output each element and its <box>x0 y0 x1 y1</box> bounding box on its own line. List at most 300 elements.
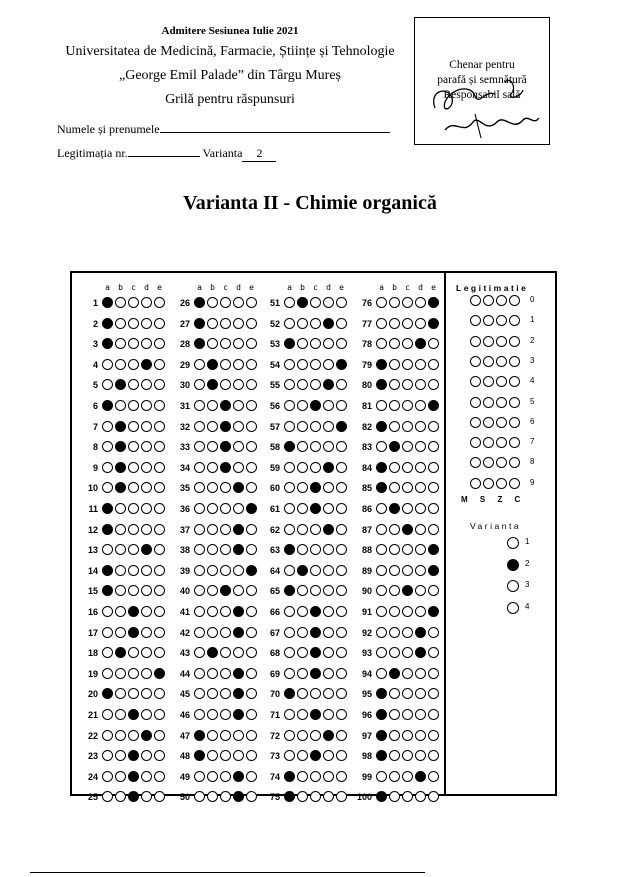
answer-bubble-a[interactable] <box>376 421 387 432</box>
answer-bubble-d[interactable] <box>323 688 334 699</box>
answer-bubble-d[interactable] <box>323 544 334 555</box>
answer-bubble-a[interactable] <box>376 668 387 679</box>
answer-bubble-a[interactable] <box>102 297 113 308</box>
answer-bubble-a[interactable] <box>376 688 387 699</box>
answer-bubble-d[interactable] <box>141 771 152 782</box>
answer-bubble-e[interactable] <box>428 421 439 432</box>
answer-bubble-e[interactable] <box>336 524 347 535</box>
legitimatie-bubble[interactable] <box>483 315 494 326</box>
answer-bubble-e[interactable] <box>428 503 439 514</box>
answer-bubble-e[interactable] <box>336 338 347 349</box>
answer-bubble-a[interactable] <box>102 771 113 782</box>
answer-bubble-b[interactable] <box>207 359 218 370</box>
answer-bubble-d[interactable] <box>233 791 244 802</box>
answer-bubble-b[interactable] <box>297 668 308 679</box>
answer-bubble-d[interactable] <box>233 297 244 308</box>
answer-bubble-c[interactable] <box>310 668 321 679</box>
answer-bubble-b[interactable] <box>297 359 308 370</box>
legitimatie-bubble[interactable] <box>483 295 494 306</box>
answer-bubble-b[interactable] <box>297 606 308 617</box>
answer-bubble-b[interactable] <box>389 627 400 638</box>
answer-bubble-b[interactable] <box>115 544 126 555</box>
answer-bubble-c[interactable] <box>402 379 413 390</box>
answer-bubble-b[interactable] <box>207 318 218 329</box>
answer-bubble-d[interactable] <box>233 750 244 761</box>
answer-bubble-e[interactable] <box>428 318 439 329</box>
legitimatie-bubble[interactable] <box>470 437 481 448</box>
answer-bubble-c[interactable] <box>220 338 231 349</box>
answer-bubble-a[interactable] <box>284 750 295 761</box>
answer-bubble-b[interactable] <box>389 544 400 555</box>
answer-bubble-d[interactable] <box>233 585 244 596</box>
answer-bubble-c[interactable] <box>402 627 413 638</box>
answer-bubble-c[interactable] <box>128 379 139 390</box>
answer-bubble-c[interactable] <box>128 297 139 308</box>
answer-bubble-c[interactable] <box>220 359 231 370</box>
answer-bubble-c[interactable] <box>310 359 321 370</box>
legitimatie-bubble[interactable] <box>483 457 494 468</box>
answer-bubble-e[interactable] <box>428 791 439 802</box>
answer-bubble-a[interactable] <box>284 668 295 679</box>
answer-bubble-d[interactable] <box>141 297 152 308</box>
answer-bubble-a[interactable] <box>376 524 387 535</box>
answer-bubble-a[interactable] <box>102 421 113 432</box>
legitimatie-bubble[interactable] <box>509 417 520 428</box>
answer-bubble-c[interactable] <box>402 791 413 802</box>
answer-bubble-a[interactable] <box>376 565 387 576</box>
answer-bubble-e[interactable] <box>154 647 165 658</box>
answer-bubble-d[interactable] <box>415 462 426 473</box>
legitimatie-bubble[interactable] <box>470 478 481 489</box>
answer-bubble-d[interactable] <box>323 771 334 782</box>
answer-bubble-d[interactable] <box>233 544 244 555</box>
id-field[interactable] <box>128 156 200 157</box>
answer-bubble-b[interactable] <box>389 585 400 596</box>
answer-bubble-c[interactable] <box>220 318 231 329</box>
answer-bubble-c[interactable] <box>128 791 139 802</box>
answer-bubble-b[interactable] <box>389 338 400 349</box>
answer-bubble-c[interactable] <box>128 318 139 329</box>
answer-bubble-c[interactable] <box>220 668 231 679</box>
answer-bubble-b[interactable] <box>389 421 400 432</box>
answer-bubble-e[interactable] <box>428 379 439 390</box>
answer-bubble-c[interactable] <box>220 565 231 576</box>
answer-bubble-e[interactable] <box>154 730 165 741</box>
answer-bubble-d[interactable] <box>141 791 152 802</box>
answer-bubble-b[interactable] <box>297 503 308 514</box>
answer-bubble-d[interactable] <box>141 750 152 761</box>
answer-bubble-b[interactable] <box>115 297 126 308</box>
legitimatie-bubble[interactable] <box>483 356 494 367</box>
answer-bubble-b[interactable] <box>389 668 400 679</box>
answer-bubble-d[interactable] <box>141 359 152 370</box>
answer-bubble-c[interactable] <box>128 482 139 493</box>
answer-bubble-d[interactable] <box>141 606 152 617</box>
answer-bubble-b[interactable] <box>389 524 400 535</box>
answer-bubble-a[interactable] <box>102 318 113 329</box>
answer-bubble-c[interactable] <box>402 462 413 473</box>
answer-bubble-d[interactable] <box>141 462 152 473</box>
answer-bubble-e[interactable] <box>428 524 439 535</box>
answer-bubble-b[interactable] <box>207 379 218 390</box>
legitimatie-bubble[interactable] <box>496 356 507 367</box>
answer-bubble-e[interactable] <box>154 750 165 761</box>
answer-bubble-a[interactable] <box>194 771 205 782</box>
answer-bubble-b[interactable] <box>389 606 400 617</box>
answer-bubble-b[interactable] <box>115 482 126 493</box>
answer-bubble-d[interactable] <box>415 668 426 679</box>
answer-bubble-a[interactable] <box>284 730 295 741</box>
answer-bubble-a[interactable] <box>102 338 113 349</box>
answer-bubble-c[interactable] <box>310 771 321 782</box>
varianta-bubble[interactable] <box>507 559 519 571</box>
answer-bubble-a[interactable] <box>194 441 205 452</box>
answer-bubble-c[interactable] <box>402 771 413 782</box>
answer-bubble-e[interactable] <box>246 421 257 432</box>
answer-bubble-a[interactable] <box>102 544 113 555</box>
answer-bubble-b[interactable] <box>297 709 308 720</box>
answer-bubble-c[interactable] <box>310 544 321 555</box>
answer-bubble-c[interactable] <box>402 524 413 535</box>
answer-bubble-c[interactable] <box>402 668 413 679</box>
answer-bubble-c[interactable] <box>220 400 231 411</box>
answer-bubble-b[interactable] <box>207 503 218 514</box>
answer-bubble-e[interactable] <box>154 771 165 782</box>
answer-bubble-a[interactable] <box>102 709 113 720</box>
answer-bubble-e[interactable] <box>154 297 165 308</box>
answer-bubble-e[interactable] <box>154 503 165 514</box>
answer-bubble-b[interactable] <box>297 297 308 308</box>
answer-bubble-d[interactable] <box>415 709 426 720</box>
answer-bubble-e[interactable] <box>246 627 257 638</box>
answer-bubble-c[interactable] <box>220 524 231 535</box>
legitimatie-bubble[interactable] <box>496 397 507 408</box>
answer-bubble-a[interactable] <box>284 338 295 349</box>
answer-bubble-e[interactable] <box>428 750 439 761</box>
answer-bubble-c[interactable] <box>128 524 139 535</box>
answer-bubble-a[interactable] <box>194 709 205 720</box>
answer-bubble-c[interactable] <box>310 647 321 658</box>
answer-bubble-a[interactable] <box>102 647 113 658</box>
answer-bubble-b[interactable] <box>115 668 126 679</box>
answer-bubble-d[interactable] <box>323 668 334 679</box>
answer-bubble-d[interactable] <box>141 400 152 411</box>
answer-bubble-a[interactable] <box>376 400 387 411</box>
answer-bubble-b[interactable] <box>297 791 308 802</box>
legitimatie-bubble[interactable] <box>470 457 481 468</box>
legitimatie-bubble[interactable] <box>496 478 507 489</box>
answer-bubble-b[interactable] <box>389 503 400 514</box>
answer-bubble-e[interactable] <box>428 585 439 596</box>
answer-bubble-e[interactable] <box>428 647 439 658</box>
answer-bubble-c[interactable] <box>128 359 139 370</box>
answer-bubble-d[interactable] <box>233 441 244 452</box>
answer-bubble-c[interactable] <box>310 318 321 329</box>
answer-bubble-c[interactable] <box>128 544 139 555</box>
answer-bubble-e[interactable] <box>246 482 257 493</box>
answer-bubble-c[interactable] <box>402 421 413 432</box>
answer-bubble-a[interactable] <box>376 627 387 638</box>
answer-bubble-b[interactable] <box>297 730 308 741</box>
answer-bubble-a[interactable] <box>102 462 113 473</box>
answer-bubble-e[interactable] <box>246 606 257 617</box>
answer-bubble-e[interactable] <box>336 647 347 658</box>
answer-bubble-b[interactable] <box>115 359 126 370</box>
answer-bubble-d[interactable] <box>141 524 152 535</box>
legitimatie-bubble[interactable] <box>509 315 520 326</box>
answer-bubble-c[interactable] <box>402 503 413 514</box>
legitimatie-bubble[interactable] <box>483 437 494 448</box>
answer-bubble-b[interactable] <box>207 791 218 802</box>
answer-bubble-a[interactable] <box>376 791 387 802</box>
answer-bubble-b[interactable] <box>115 688 126 699</box>
answer-bubble-a[interactable] <box>376 441 387 452</box>
answer-bubble-c[interactable] <box>128 627 139 638</box>
answer-bubble-e[interactable] <box>428 400 439 411</box>
answer-bubble-b[interactable] <box>207 524 218 535</box>
answer-bubble-e[interactable] <box>428 627 439 638</box>
answer-bubble-b[interactable] <box>389 771 400 782</box>
answer-bubble-d[interactable] <box>415 606 426 617</box>
answer-bubble-b[interactable] <box>207 544 218 555</box>
answer-bubble-d[interactable] <box>323 750 334 761</box>
answer-bubble-a[interactable] <box>102 606 113 617</box>
answer-bubble-c[interactable] <box>402 585 413 596</box>
answer-bubble-b[interactable] <box>115 421 126 432</box>
answer-bubble-c[interactable] <box>128 421 139 432</box>
answer-bubble-a[interactable] <box>376 730 387 741</box>
answer-bubble-c[interactable] <box>310 379 321 390</box>
answer-bubble-a[interactable] <box>102 441 113 452</box>
answer-bubble-c[interactable] <box>310 750 321 761</box>
answer-bubble-d[interactable] <box>141 421 152 432</box>
answer-bubble-e[interactable] <box>336 791 347 802</box>
answer-bubble-a[interactable] <box>194 524 205 535</box>
answer-bubble-c[interactable] <box>402 544 413 555</box>
answer-bubble-c[interactable] <box>128 585 139 596</box>
answer-bubble-a[interactable] <box>194 688 205 699</box>
answer-bubble-a[interactable] <box>284 688 295 699</box>
answer-bubble-c[interactable] <box>310 338 321 349</box>
answer-bubble-c[interactable] <box>402 565 413 576</box>
answer-bubble-e[interactable] <box>154 338 165 349</box>
answer-bubble-d[interactable] <box>233 647 244 658</box>
answer-bubble-a[interactable] <box>194 585 205 596</box>
answer-bubble-e[interactable] <box>336 606 347 617</box>
answer-bubble-a[interactable] <box>194 544 205 555</box>
answer-bubble-e[interactable] <box>154 791 165 802</box>
answer-bubble-d[interactable] <box>141 544 152 555</box>
answer-bubble-b[interactable] <box>115 524 126 535</box>
answer-bubble-e[interactable] <box>246 503 257 514</box>
answer-bubble-d[interactable] <box>415 771 426 782</box>
answer-bubble-d[interactable] <box>323 379 334 390</box>
answer-bubble-d[interactable] <box>415 297 426 308</box>
answer-bubble-a[interactable] <box>376 544 387 555</box>
answer-bubble-e[interactable] <box>246 647 257 658</box>
answer-bubble-c[interactable] <box>310 400 321 411</box>
answer-bubble-b[interactable] <box>207 565 218 576</box>
answer-bubble-c[interactable] <box>402 441 413 452</box>
answer-bubble-e[interactable] <box>336 709 347 720</box>
answer-bubble-a[interactable] <box>194 297 205 308</box>
answer-bubble-b[interactable] <box>389 441 400 452</box>
answer-bubble-a[interactable] <box>284 359 295 370</box>
answer-bubble-a[interactable] <box>284 441 295 452</box>
answer-bubble-b[interactable] <box>115 585 126 596</box>
answer-bubble-d[interactable] <box>233 771 244 782</box>
answer-bubble-b[interactable] <box>207 482 218 493</box>
answer-bubble-d[interactable] <box>141 379 152 390</box>
answer-bubble-b[interactable] <box>207 462 218 473</box>
answer-bubble-e[interactable] <box>336 688 347 699</box>
answer-bubble-e[interactable] <box>336 441 347 452</box>
answer-bubble-c[interactable] <box>220 544 231 555</box>
legitimatie-bubble[interactable] <box>509 478 520 489</box>
legitimatie-bubble[interactable] <box>483 417 494 428</box>
answer-bubble-b[interactable] <box>297 688 308 699</box>
answer-bubble-d[interactable] <box>415 441 426 452</box>
answer-bubble-e[interactable] <box>246 668 257 679</box>
answer-bubble-a[interactable] <box>376 750 387 761</box>
answer-bubble-c[interactable] <box>220 647 231 658</box>
answer-bubble-a[interactable] <box>376 606 387 617</box>
answer-bubble-e[interactable] <box>246 441 257 452</box>
answer-bubble-a[interactable] <box>284 421 295 432</box>
answer-bubble-c[interactable] <box>310 585 321 596</box>
answer-bubble-b[interactable] <box>207 606 218 617</box>
answer-bubble-a[interactable] <box>102 565 113 576</box>
answer-bubble-a[interactable] <box>284 544 295 555</box>
answer-bubble-d[interactable] <box>233 668 244 679</box>
answer-bubble-b[interactable] <box>389 318 400 329</box>
varianta-bubble[interactable] <box>507 602 519 614</box>
answer-bubble-c[interactable] <box>402 482 413 493</box>
answer-bubble-b[interactable] <box>297 318 308 329</box>
answer-bubble-a[interactable] <box>376 359 387 370</box>
answer-bubble-c[interactable] <box>310 482 321 493</box>
answer-bubble-e[interactable] <box>428 771 439 782</box>
answer-bubble-e[interactable] <box>154 606 165 617</box>
answer-bubble-b[interactable] <box>207 400 218 411</box>
answer-bubble-a[interactable] <box>284 647 295 658</box>
answer-bubble-d[interactable] <box>141 503 152 514</box>
answer-bubble-d[interactable] <box>141 482 152 493</box>
legitimatie-bubble[interactable] <box>470 336 481 347</box>
legitimatie-bubble[interactable] <box>496 417 507 428</box>
answer-bubble-b[interactable] <box>115 441 126 452</box>
answer-bubble-c[interactable] <box>128 730 139 741</box>
answer-bubble-c[interactable] <box>402 709 413 720</box>
answer-bubble-b[interactable] <box>115 606 126 617</box>
answer-bubble-e[interactable] <box>246 585 257 596</box>
answer-bubble-a[interactable] <box>102 668 113 679</box>
answer-bubble-e[interactable] <box>154 709 165 720</box>
answer-bubble-e[interactable] <box>246 791 257 802</box>
answer-bubble-e[interactable] <box>428 359 439 370</box>
answer-bubble-a[interactable] <box>194 627 205 638</box>
answer-bubble-d[interactable] <box>141 730 152 741</box>
answer-bubble-e[interactable] <box>246 750 257 761</box>
answer-bubble-c[interactable] <box>402 338 413 349</box>
answer-bubble-e[interactable] <box>154 421 165 432</box>
legitimatie-bubble[interactable] <box>470 417 481 428</box>
answer-bubble-c[interactable] <box>220 627 231 638</box>
answer-bubble-a[interactable] <box>194 791 205 802</box>
answer-bubble-e[interactable] <box>246 709 257 720</box>
answer-bubble-a[interactable] <box>284 318 295 329</box>
answer-bubble-e[interactable] <box>428 338 439 349</box>
answer-bubble-a[interactable] <box>376 318 387 329</box>
answer-bubble-a[interactable] <box>284 462 295 473</box>
answer-bubble-a[interactable] <box>284 585 295 596</box>
answer-bubble-b[interactable] <box>297 565 308 576</box>
answer-bubble-b[interactable] <box>389 565 400 576</box>
answer-bubble-d[interactable] <box>233 688 244 699</box>
answer-bubble-e[interactable] <box>336 318 347 329</box>
answer-bubble-d[interactable] <box>415 400 426 411</box>
answer-bubble-b[interactable] <box>389 791 400 802</box>
answer-bubble-c[interactable] <box>220 462 231 473</box>
answer-bubble-c[interactable] <box>128 647 139 658</box>
answer-bubble-d[interactable] <box>323 647 334 658</box>
answer-bubble-b[interactable] <box>115 462 126 473</box>
answer-bubble-e[interactable] <box>154 668 165 679</box>
answer-bubble-d[interactable] <box>415 503 426 514</box>
answer-bubble-e[interactable] <box>336 421 347 432</box>
answer-bubble-e[interactable] <box>428 482 439 493</box>
answer-bubble-e[interactable] <box>336 627 347 638</box>
answer-bubble-e[interactable] <box>336 585 347 596</box>
answer-bubble-a[interactable] <box>376 709 387 720</box>
answer-bubble-c[interactable] <box>128 462 139 473</box>
answer-bubble-d[interactable] <box>415 688 426 699</box>
answer-bubble-c[interactable] <box>128 709 139 720</box>
answer-bubble-a[interactable] <box>102 379 113 390</box>
answer-bubble-a[interactable] <box>194 668 205 679</box>
answer-bubble-b[interactable] <box>207 627 218 638</box>
answer-bubble-c[interactable] <box>220 379 231 390</box>
answer-bubble-a[interactable] <box>102 730 113 741</box>
answer-bubble-b[interactable] <box>297 524 308 535</box>
answer-bubble-d[interactable] <box>233 421 244 432</box>
answer-bubble-d[interactable] <box>323 318 334 329</box>
answer-bubble-d[interactable] <box>141 627 152 638</box>
answer-bubble-b[interactable] <box>115 338 126 349</box>
answer-bubble-e[interactable] <box>154 627 165 638</box>
answer-bubble-a[interactable] <box>102 627 113 638</box>
answer-bubble-a[interactable] <box>194 503 205 514</box>
answer-bubble-b[interactable] <box>389 400 400 411</box>
answer-bubble-c[interactable] <box>128 750 139 761</box>
answer-bubble-d[interactable] <box>323 338 334 349</box>
legitimatie-bubble[interactable] <box>470 376 481 387</box>
answer-bubble-b[interactable] <box>207 441 218 452</box>
answer-bubble-d[interactable] <box>415 421 426 432</box>
answer-bubble-c[interactable] <box>310 462 321 473</box>
legitimatie-bubble[interactable] <box>496 437 507 448</box>
answer-bubble-c[interactable] <box>310 730 321 741</box>
answer-bubble-c[interactable] <box>402 297 413 308</box>
answer-bubble-e[interactable] <box>154 359 165 370</box>
answer-bubble-d[interactable] <box>233 379 244 390</box>
legitimatie-bubble[interactable] <box>509 336 520 347</box>
answer-bubble-c[interactable] <box>220 791 231 802</box>
answer-bubble-d[interactable] <box>323 709 334 720</box>
answer-bubble-e[interactable] <box>154 524 165 535</box>
answer-bubble-e[interactable] <box>428 297 439 308</box>
legitimatie-bubble[interactable] <box>509 295 520 306</box>
